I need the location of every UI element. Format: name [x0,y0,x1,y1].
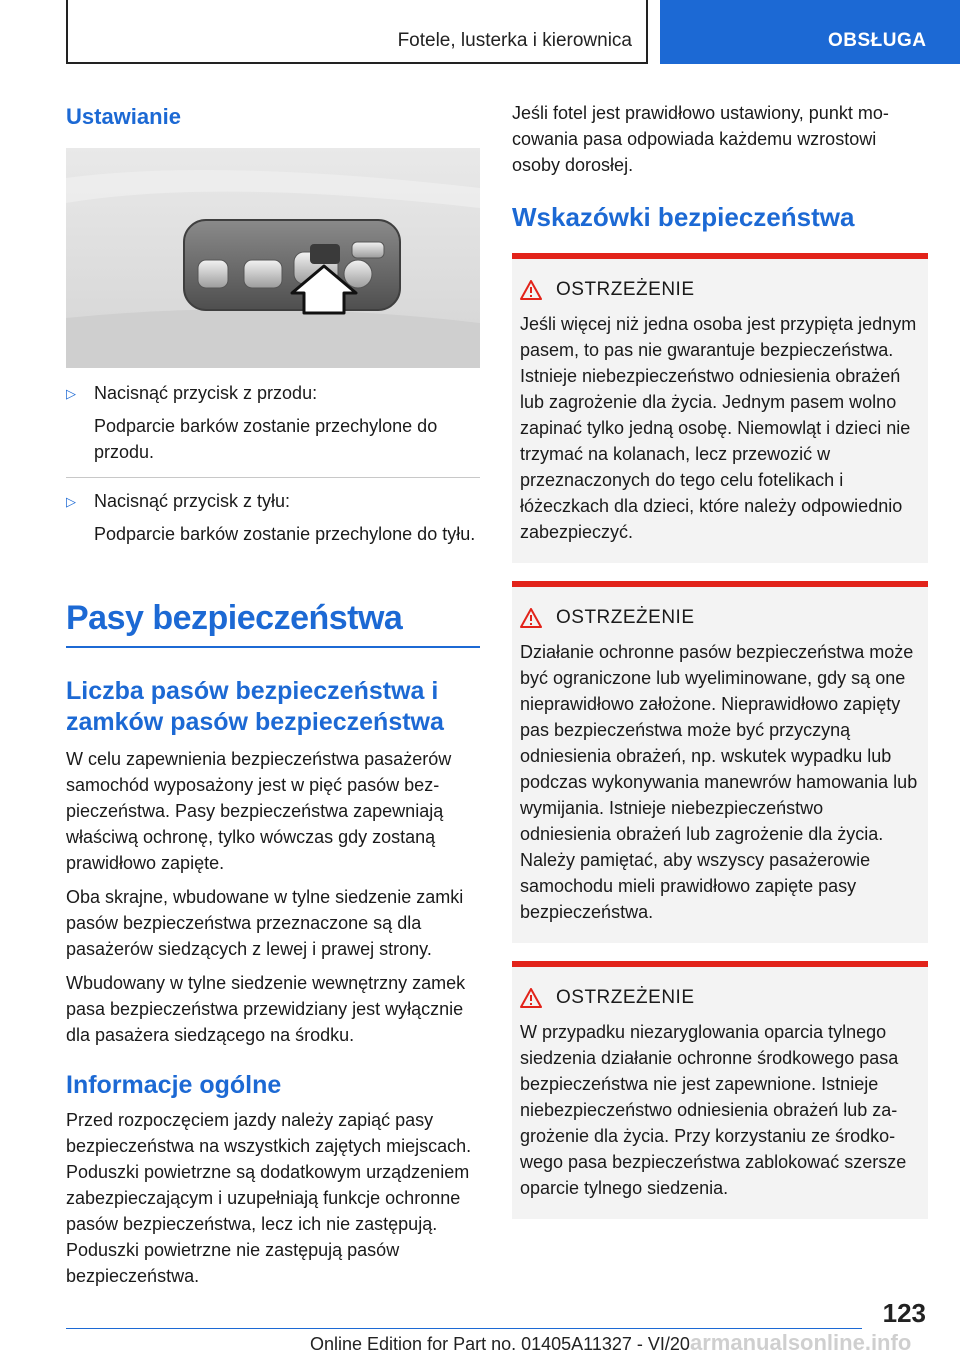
chapter-title: Fotele, lusterka i kierownica [397,30,632,51]
heading-ustawianie: Ustawianie [66,104,181,129]
watermark: armanualsonline.info [690,1330,912,1355]
warning-box [512,253,928,563]
list-item [66,380,480,407]
warning-box [512,961,928,1219]
warning-triangle-icon [520,280,542,300]
list-item-result: Podparcie barków zostanie przechylone do tyłu. [94,524,476,544]
paragraph: Wbudowany w tylne siedzenie wewnętrzny zamek pasa bezpieczeństwa przewidziany jest wyłącznie dla pasażera siedzącego na środku. [66,973,466,1045]
warning-text: Jeśli więcej niż jedna osoba jest przypięta jednym pasem, to pas nie gwarantuje bezpieczeństwa. Istnieje niebezpieczeństwo odniesienia obrażeń lub zagrożenie dla życia. Jednym pasem wolno zapinać tylko jedną osobę. Niemowląt i dzieci nie trzymać na kolanach, lecz przewozić w przeznaczonych do tego celu fotelikach i łóżeczkach dla dzieci, które należy odpowiednio zabezpieczyć. [520,314,917,542]
heading-info: Informacje ogólne [66,1071,282,1099]
triangle-bullet-icon: ▷ [66,386,76,401]
paragraph: Przed rozpoczęciem jazdy należy zapiąć pasy bezpieczeństwa na wszystkich zajętych miejscach. Poduszki powietrzne są dodatkowym urządzeniem zabezpieczającym i uzupełniają funkcje ochronne pasów bezpieczeństwa, lecz ich nie zastępują. Poduszki powietrzne nie zastępują pasów bezpieczeństwa. [66,1110,472,1286]
header-chapter-box [66,0,648,64]
warning-title: OSTRZEŻENIE [556,987,695,1008]
seat-control-panel-icon [66,148,480,368]
warning-text: W przypadku niezaryglowania oparcia tylnego siedzenia działanie ochronne środkowego pasa bezpieczeństwa nie jest zapewnione. Istnieje niebezpieczeństwo odniesienia obrażeń lub zagrożenie dla życia. Przy korzystaniu ze środkowego pasa bezpieczeństwa zablokować szersze oparcie tylnego siedzenia. [520,1022,907,1198]
warning-title: OSTRZEŻENIE [556,607,695,628]
warning-title: OSTRZEŻENIE [556,279,695,300]
left-column [66,100,480,1289]
warning-triangle-icon [520,608,542,628]
footer-edition: Online Edition for Part no. 01405A11327 - VI/20 [310,1334,690,1354]
heading-rule [66,646,480,648]
list-item [66,488,480,515]
section-title: OBSŁUGA [828,30,927,51]
list-item-action: Nacisnąć przycisk z przodu: [94,383,318,403]
paragraph: Oba skrajne, wbudowane w tylne siedzenie zamki pasów bezpieczeństwa przeznaczone są dla pasażerów siedzących z lewej i prawej strony. [66,887,464,959]
intro-paragraph: Jeśli fotel jest prawidłowo ustawiony, punkt mocowania pasa odpowiada każdemu wzrostowi osoby dorosłej. [512,103,889,175]
triangle-bullet-icon: ▷ [66,494,76,509]
warning-box [512,581,928,943]
heading-liczba: Liczba pasów bezpieczeństwa i zamków pasów bezpieczeństwa [66,677,444,736]
heading-pasy: Pasy bezpieczeństwa [66,599,403,637]
divider [66,477,480,478]
paragraph: W celu zapewnienia bezpieczeństwa pasażerów samochód wyposażony jest w pięć pasów bezpieczeństwa. Pasy bezpieczeństwa zapewniają właściwą ochronę, tylko wówczas gdy zostaną prawidłowo zapięte. [66,749,452,873]
header-section-tab [660,0,960,64]
warning-header [520,279,918,301]
warning-header [520,607,918,629]
adjust-instructions-list [66,380,480,547]
footer-rule [66,1328,862,1329]
warning-triangle-icon [520,988,542,1008]
warning-header [520,987,918,1009]
list-item-result: Podparcie barków zostanie przechylone do przodu. [94,416,438,462]
heading-wskazowki: Wskazówki bezpieczeństwa [512,202,855,232]
right-column [512,100,928,1219]
warning-text: Działanie ochronne pasów bezpieczeństwa może być ograniczone lub wyeliminowane, gdy są one nieprawidłowo założone. Nieprawidłowo zapięty pas bezpieczeństwa może być przyczyną odniesienia obrażeń, np. wskutek wypadku lub podczas wykonywania manewrów hamowania lub wymijania. Istnieje niebezpieczeństwo odniesienia obrażeń lub zagrożenie dla życia. Należy pamiętać, aby wszyscy pasażerowie samochodu mieli prawidłowo zapięte pasy bezpieczeństwa. [520,642,918,922]
list-item-action: Nacisnąć przycisk z tyłu: [94,491,291,511]
page-number: 123 [882,1298,926,1328]
seat-control-photo [66,148,480,368]
